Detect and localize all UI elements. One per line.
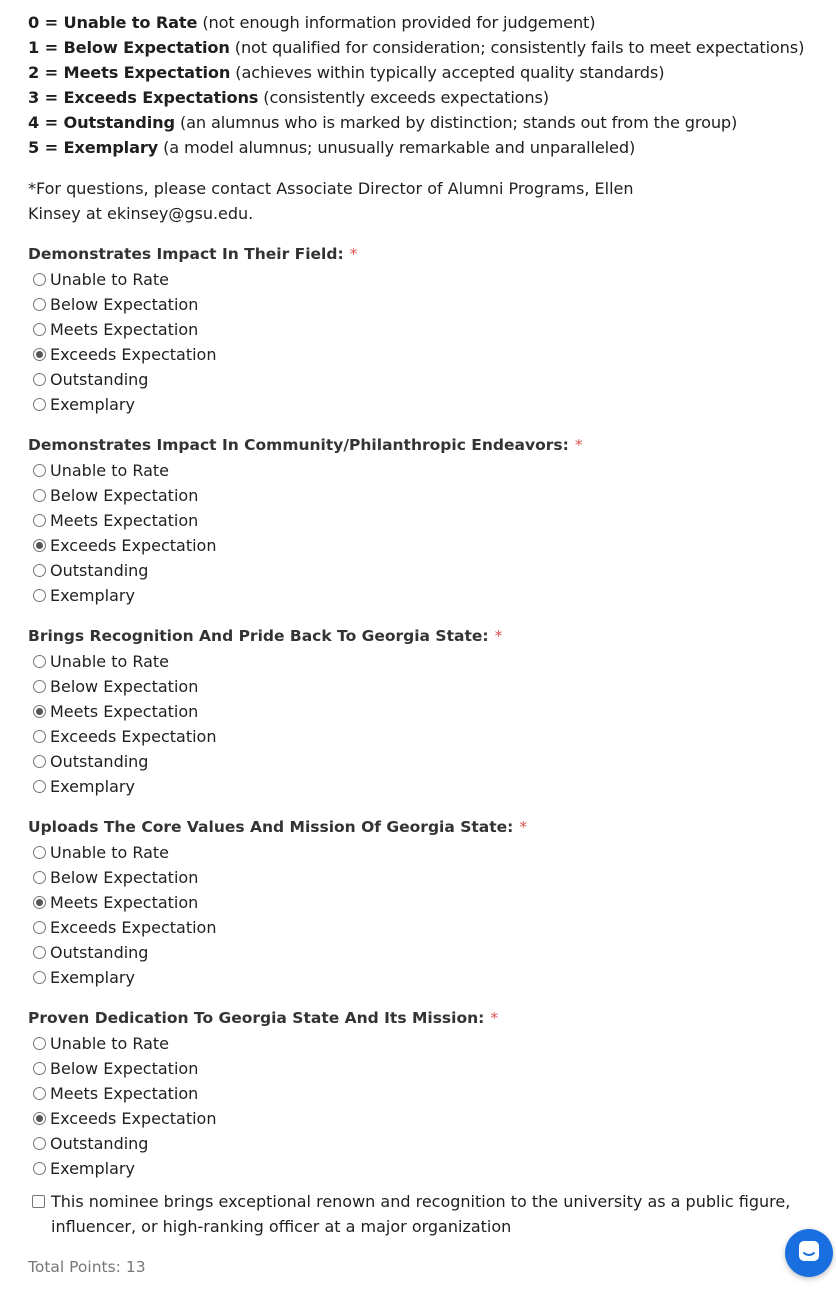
rating-question (28, 624, 808, 799)
radio-button[interactable] (33, 323, 46, 336)
radio-option[interactable] (28, 558, 808, 583)
radio-option[interactable] (28, 1031, 808, 1056)
total-points: Total Points: 13 (28, 1258, 146, 1276)
required-marker: * (494, 627, 503, 645)
radio-option[interactable] (28, 1056, 808, 1081)
radio-option[interactable] (28, 649, 808, 674)
radio-label: Unable to Rate (50, 270, 170, 289)
rating-question (28, 1006, 808, 1181)
radio-button[interactable] (33, 655, 46, 668)
question-title (28, 433, 808, 458)
radio-label: Exemplary (50, 968, 135, 987)
radio-button[interactable] (33, 871, 46, 884)
radio-option[interactable] (28, 392, 808, 417)
radio-option[interactable] (28, 292, 808, 317)
radio-option[interactable] (28, 1131, 808, 1156)
question-title-text: Brings Recognition And Pride Back To Georgia State: (28, 627, 489, 645)
radio-option[interactable] (28, 1106, 808, 1131)
radio-option[interactable] (28, 724, 808, 749)
radio-button[interactable] (33, 373, 46, 386)
radio-label: Unable to Rate (50, 461, 170, 480)
radio-label: Unable to Rate (50, 1034, 170, 1053)
radio-button[interactable] (33, 921, 46, 934)
radio-option[interactable] (28, 583, 808, 608)
radio-label: Meets Expectation (50, 511, 199, 530)
chat-icon (798, 1240, 820, 1266)
radio-button[interactable] (33, 730, 46, 743)
rating-question (28, 433, 808, 608)
required-marker: * (490, 1009, 499, 1027)
rating-scale-legend (28, 10, 808, 160)
radio-button[interactable] (33, 680, 46, 693)
radio-label: Below Expectation (50, 868, 199, 887)
question-title-text: Proven Dedication To Georgia State And Its Mission: (28, 1009, 485, 1027)
radio-button[interactable] (33, 705, 46, 718)
radio-option[interactable] (28, 674, 808, 699)
radio-label: Outstanding (50, 752, 149, 771)
radio-option[interactable] (28, 367, 808, 392)
radio-label: Exceeds Expectation (50, 345, 217, 364)
radio-option[interactable] (28, 1156, 808, 1181)
radio-option[interactable] (28, 317, 808, 342)
radio-button[interactable] (33, 464, 46, 477)
radio-option[interactable] (28, 774, 808, 799)
radio-button[interactable] (33, 1137, 46, 1150)
radio-option[interactable] (28, 840, 808, 865)
radio-button[interactable] (33, 1037, 46, 1050)
radio-label: Exemplary (50, 777, 135, 796)
radio-label: Outstanding (50, 370, 149, 389)
required-marker: * (519, 818, 528, 836)
scale-line: 0 = Unable to Rate (not enough information provided for judgement) (28, 13, 596, 32)
radio-option[interactable] (28, 458, 808, 483)
question-title-text: Demonstrates Impact In Their Field: (28, 245, 344, 263)
question-title-text: Demonstrates Impact In Community/Philanthropic Endeavors: (28, 436, 569, 454)
radio-label: Unable to Rate (50, 843, 170, 862)
radio-option[interactable] (28, 483, 808, 508)
radio-label: Outstanding (50, 943, 149, 962)
radio-label: Below Expectation (50, 295, 199, 314)
renown-checkbox-label: This nominee brings exceptional renown and recognition to the university as a public figure, influencer, or high-ranking officer at a major organization (51, 1192, 791, 1236)
radio-button[interactable] (33, 1162, 46, 1175)
radio-button[interactable] (33, 971, 46, 984)
radio-option[interactable] (28, 342, 808, 367)
radio-button[interactable] (33, 514, 46, 527)
question-title (28, 242, 808, 267)
radio-label: Meets Expectation (50, 893, 199, 912)
radio-label: Exceeds Expectation (50, 1109, 217, 1128)
contact-note: *For questions, please contact Associate Director of Alumni Programs, Ellen Kinsey at ekinsey@gsu.edu. (28, 179, 634, 223)
radio-option[interactable] (28, 533, 808, 558)
question-title (28, 815, 808, 840)
scale-line: 1 = Below Expectation (not qualified for consideration; consistently fails to meet expectations) (28, 38, 805, 57)
scale-line: 5 = Exemplary (a model alumnus; unusually remarkable and unparalleled) (28, 138, 636, 157)
radio-option[interactable] (28, 699, 808, 724)
radio-button[interactable] (33, 589, 46, 602)
scale-line: 2 = Meets Expectation (achieves within typically accepted quality standards) (28, 63, 665, 82)
radio-option[interactable] (28, 865, 808, 890)
scale-line: 4 = Outstanding (an alumnus who is marked by distinction; stands out from the group) (28, 113, 738, 132)
radio-label: Meets Expectation (50, 702, 199, 721)
radio-button[interactable] (33, 398, 46, 411)
radio-button[interactable] (33, 1062, 46, 1075)
radio-button[interactable] (33, 1087, 46, 1100)
radio-label: Below Expectation (50, 1059, 199, 1078)
questions-container (28, 242, 808, 1181)
renown-checkbox-row[interactable] (28, 1189, 808, 1239)
radio-option[interactable] (28, 940, 808, 965)
scale-line: 3 = Exceeds Expectations (consistently exceeds expectations) (28, 88, 549, 107)
radio-button[interactable] (33, 755, 46, 768)
radio-button[interactable] (33, 780, 46, 793)
question-title-text: Uploads The Core Values And Mission Of Georgia State: (28, 818, 514, 836)
radio-button[interactable] (33, 846, 46, 859)
question-title (28, 1006, 808, 1031)
radio-label: Exceeds Expectation (50, 536, 217, 555)
required-marker: * (574, 436, 583, 454)
radio-label: Exemplary (50, 1159, 135, 1178)
radio-option[interactable] (28, 749, 808, 774)
radio-button[interactable] (33, 539, 46, 552)
radio-option[interactable] (28, 508, 808, 533)
renown-checkbox[interactable] (32, 1195, 45, 1208)
required-marker: * (349, 245, 358, 263)
radio-option[interactable] (28, 915, 808, 940)
radio-button[interactable] (33, 564, 46, 577)
radio-option[interactable] (28, 890, 808, 915)
radio-label: Meets Expectation (50, 320, 199, 339)
radio-label: Exceeds Expectation (50, 727, 217, 746)
radio-label: Meets Expectation (50, 1084, 199, 1103)
radio-label: Outstanding (50, 1134, 149, 1153)
radio-label: Exemplary (50, 586, 135, 605)
rating-question (28, 815, 808, 990)
radio-button[interactable] (33, 896, 46, 909)
chat-launcher-button[interactable] (785, 1229, 833, 1277)
radio-button[interactable] (33, 1112, 46, 1125)
radio-option[interactable] (28, 1081, 808, 1106)
radio-label: Unable to Rate (50, 652, 170, 671)
radio-button[interactable] (33, 489, 46, 502)
radio-button[interactable] (33, 348, 46, 361)
radio-label: Exemplary (50, 395, 135, 414)
radio-button[interactable] (33, 273, 46, 286)
radio-label: Exceeds Expectation (50, 918, 217, 937)
radio-option[interactable] (28, 267, 808, 292)
rating-question (28, 242, 808, 417)
radio-label: Below Expectation (50, 486, 199, 505)
radio-button[interactable] (33, 946, 46, 959)
radio-option[interactable] (28, 965, 808, 990)
radio-label: Below Expectation (50, 677, 199, 696)
question-title (28, 624, 808, 649)
radio-button[interactable] (33, 298, 46, 311)
radio-label: Outstanding (50, 561, 149, 580)
rating-form (28, 10, 808, 1280)
